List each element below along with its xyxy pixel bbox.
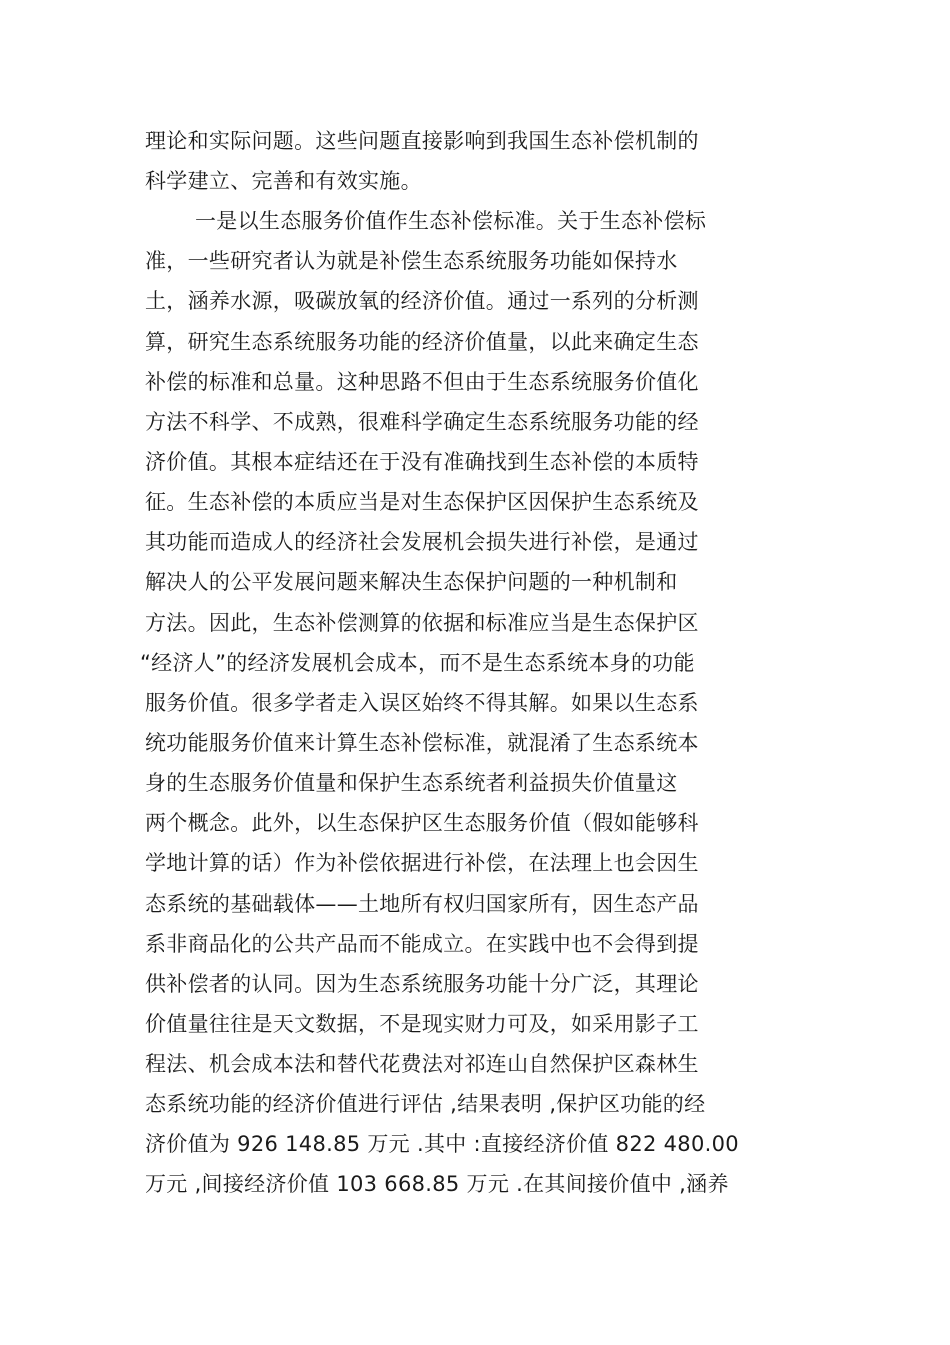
text-line: 服务价值。很多学者走入误区始终不得其解。如果以生态系	[145, 691, 699, 715]
text-line: 解决人的公平发展问题来解决生态保护问题的一种机制和	[145, 570, 678, 594]
text-line: 万元 ,间接经济价值 103 668.85 万元 .在其间接价值中 ,涵养	[145, 1172, 729, 1196]
text-line: 科学建立、完善和有效实施。	[145, 169, 422, 193]
text-line: 价值量往往是天文数据，不是现实财力可及，如采用影子工	[145, 1012, 699, 1036]
text-line: 方法不科学、不成熟，很难科学确定生态系统服务功能的经	[145, 410, 699, 434]
text-line: 两个概念。此外，以生态保护区生态服务价值（假如能够科	[145, 811, 699, 835]
text-line: 态系统功能的经济价值进行评估 ,结果表明 ,保护区功能的经	[145, 1092, 706, 1116]
paragraph-first-line: 一是以生态服务价值作生态补偿标准。关于生态补偿标	[195, 209, 707, 233]
text-line: 供补偿者的认同。因为生态系统服务功能十分广泛，其理论	[145, 972, 699, 996]
text-line: 程法、机会成本法和替代花费法对祁连山自然保护区森林生	[145, 1052, 699, 1076]
text-line: 准，一些研究者认为就是补偿生态系统服务功能如保持水	[145, 249, 678, 273]
text-line: 土，涵养水源，吸碳放氧的经济价值。通过一系列的分析测	[145, 289, 699, 313]
text-line: 学地计算的话）作为补偿依据进行补偿，在法理上也会因生	[145, 851, 699, 875]
text-line: 身的生态服务价值量和保护生态系统者利益损失价值量这	[145, 771, 678, 795]
text-line: 征。生态补偿的本质应当是对生态保护区因保护生态系统及	[145, 490, 699, 514]
text-line: 统功能服务价值来计算生态补偿标准，就混淆了生态系统本	[145, 731, 699, 755]
text-line: 理论和实际问题。这些问题直接影响到我国生态补偿机制的	[145, 129, 699, 153]
text-line: 其功能而造成人的经济社会发展机会损失进行补偿，是通过	[145, 530, 699, 554]
text-line: 济价值。其根本症结还在于没有准确找到生态补偿的本质特	[145, 450, 699, 474]
text-line: 方法。因此，生态补偿测算的依据和标准应当是生态保护区	[145, 611, 699, 635]
text-line: 算，研究生态系统服务功能的经济价值量，以此来确定生态	[145, 330, 699, 354]
text-line: 济价值为 926 148.85 万元 .其中 :直接经济价值 822 480.00	[145, 1132, 739, 1156]
text-line: “经济人”的经济发展机会成本，而不是生态系统本身的功能	[140, 651, 695, 675]
text-line: 系非商品化的公共产品而不能成立。在实践中也不会得到提	[145, 932, 699, 956]
text-line: 补偿的标准和总量。这种思路不但由于生态系统服务价值化	[145, 370, 699, 394]
text-line: 态系统的基础载体——土地所有权归国家所有，因生态产品	[145, 892, 699, 916]
